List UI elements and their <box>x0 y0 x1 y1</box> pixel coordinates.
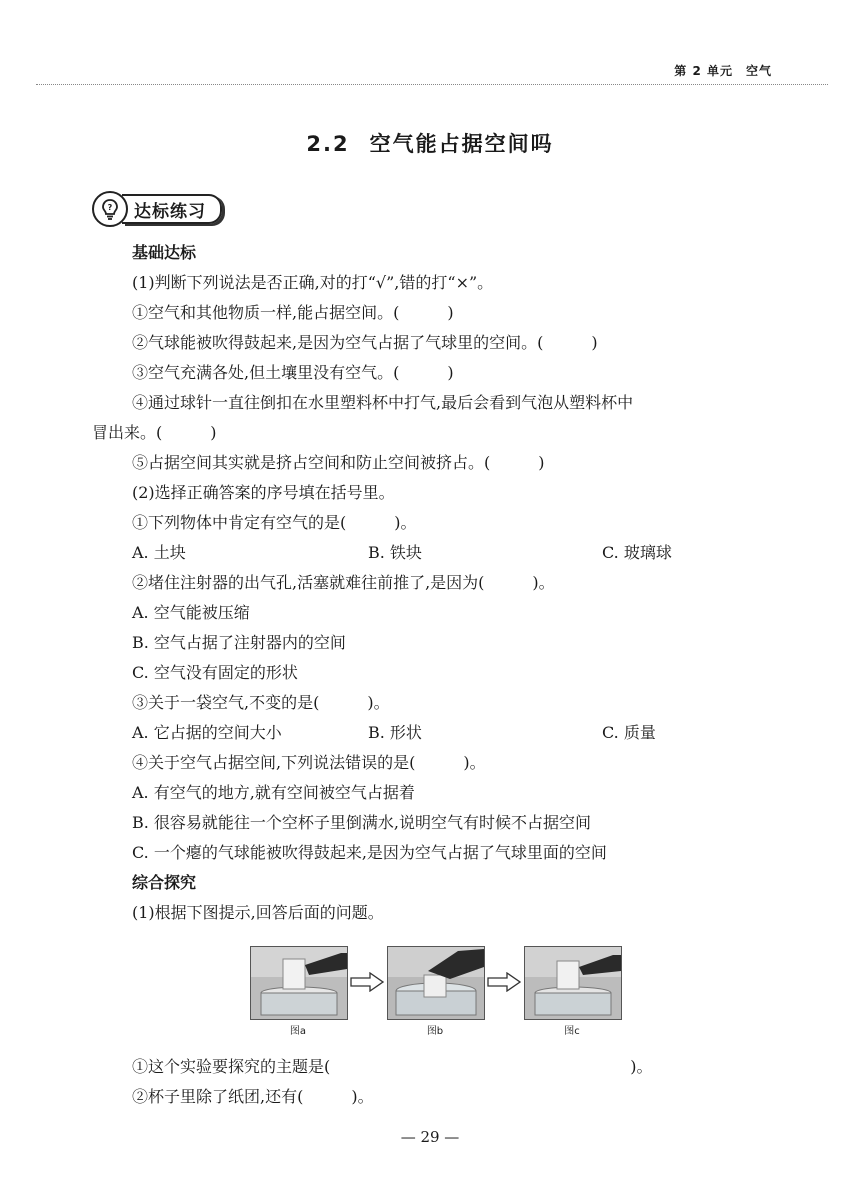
q2-question: ④关于空气占据空间,下列说法错误的是( )。 <box>132 753 486 772</box>
header-divider <box>36 84 828 85</box>
q2-question: ③关于一袋空气,不变的是( )。 <box>132 693 390 712</box>
q2-question: ①下列物体中肯定有空气的是( )。 <box>132 513 417 532</box>
option: C. 一个瘪的气球能被吹得鼓起来,是因为空气占据了气球里面的空间 <box>132 843 607 862</box>
page-number: — 29 — <box>400 1128 460 1146</box>
option: C. 质量 <box>602 723 656 742</box>
figure-photo <box>250 946 348 1020</box>
figure-photo <box>387 946 485 1020</box>
q1-item: ②气球能被吹得鼓起来,是因为空气占据了气球里的空间。( ) <box>132 333 598 352</box>
q2-options <box>92 718 782 748</box>
lesson-number: 2.2 <box>306 132 350 156</box>
lightbulb-icon <box>92 191 128 227</box>
figure-caption: 图c <box>564 1026 580 1037</box>
q1-item-continued: 冒出来。( ) <box>92 423 217 442</box>
q1-item: ③空气充满各处,但土壤里没有空气。( ) <box>132 363 454 382</box>
arrow-icon <box>350 972 384 992</box>
explore-q1-1-end: )。 <box>630 1057 653 1076</box>
lesson-title-text: 空气能占据空间吗 <box>369 132 554 156</box>
explore-questions <box>92 1052 782 1112</box>
option: C. 玻璃球 <box>602 543 672 562</box>
q1-item: ⑤占据空间其实就是挤占空间和防止空间被挤占。( ) <box>132 453 545 472</box>
svg-text:?: ? <box>107 203 113 212</box>
explore-heading: 综合探究 <box>132 873 197 892</box>
option: C. 空气没有固定的形状 <box>132 663 298 682</box>
option: B. 很容易就能往一个空杯子里倒满水,说明空气有时候不占据空间 <box>132 813 592 832</box>
option: A. 它占据的空间大小 <box>132 723 282 742</box>
exercise-content <box>92 238 782 928</box>
explore-q1-1 <box>92 1052 782 1082</box>
explore-q1-2: ②杯子里除了纸团,还有( )。 <box>132 1087 374 1106</box>
unit-header: 第 2 单元 空气 <box>674 64 772 78</box>
option: A. 土块 <box>132 543 186 562</box>
experiment-figures <box>250 946 620 1036</box>
figure-photo <box>524 946 622 1020</box>
arrow-icon <box>487 972 521 992</box>
practice-badge-label: 达标练习 <box>122 194 222 224</box>
figure-caption: 图a <box>289 1026 307 1037</box>
figure-caption: 图b <box>426 1026 444 1037</box>
lesson-title <box>0 128 860 158</box>
q1-item: ④通过球针一直往倒扣在水里塑料杯中打气,最后会看到气泡从塑料杯中 <box>132 393 634 412</box>
q2-options <box>92 538 782 568</box>
q2-question: ②堵住注射器的出气孔,活塞就难往前推了,是因为( )。 <box>132 573 555 592</box>
explore-q1-1-text: ①这个实验要探究的主题是( <box>132 1057 331 1076</box>
explore-q1-intro: (1)根据下图提示,回答后面的问题。 <box>132 903 384 922</box>
basic-heading: 基础达标 <box>132 243 197 262</box>
q2-intro: (2)选择正确答案的序号填在括号里。 <box>132 483 395 502</box>
option: B. 铁块 <box>368 543 422 562</box>
practice-badge <box>92 191 222 227</box>
option: B. 形状 <box>368 723 422 742</box>
q1-item: ①空气和其他物质一样,能占据空间。( ) <box>132 303 454 322</box>
option: A. 有空气的地方,就有空间被空气占据着 <box>132 783 415 802</box>
option: B. 空气占据了注射器内的空间 <box>132 633 346 652</box>
q1-intro: (1)判断下列说法是否正确,对的打“√”,错的打“×”。 <box>132 273 494 292</box>
option: A. 空气能被压缩 <box>132 603 250 622</box>
